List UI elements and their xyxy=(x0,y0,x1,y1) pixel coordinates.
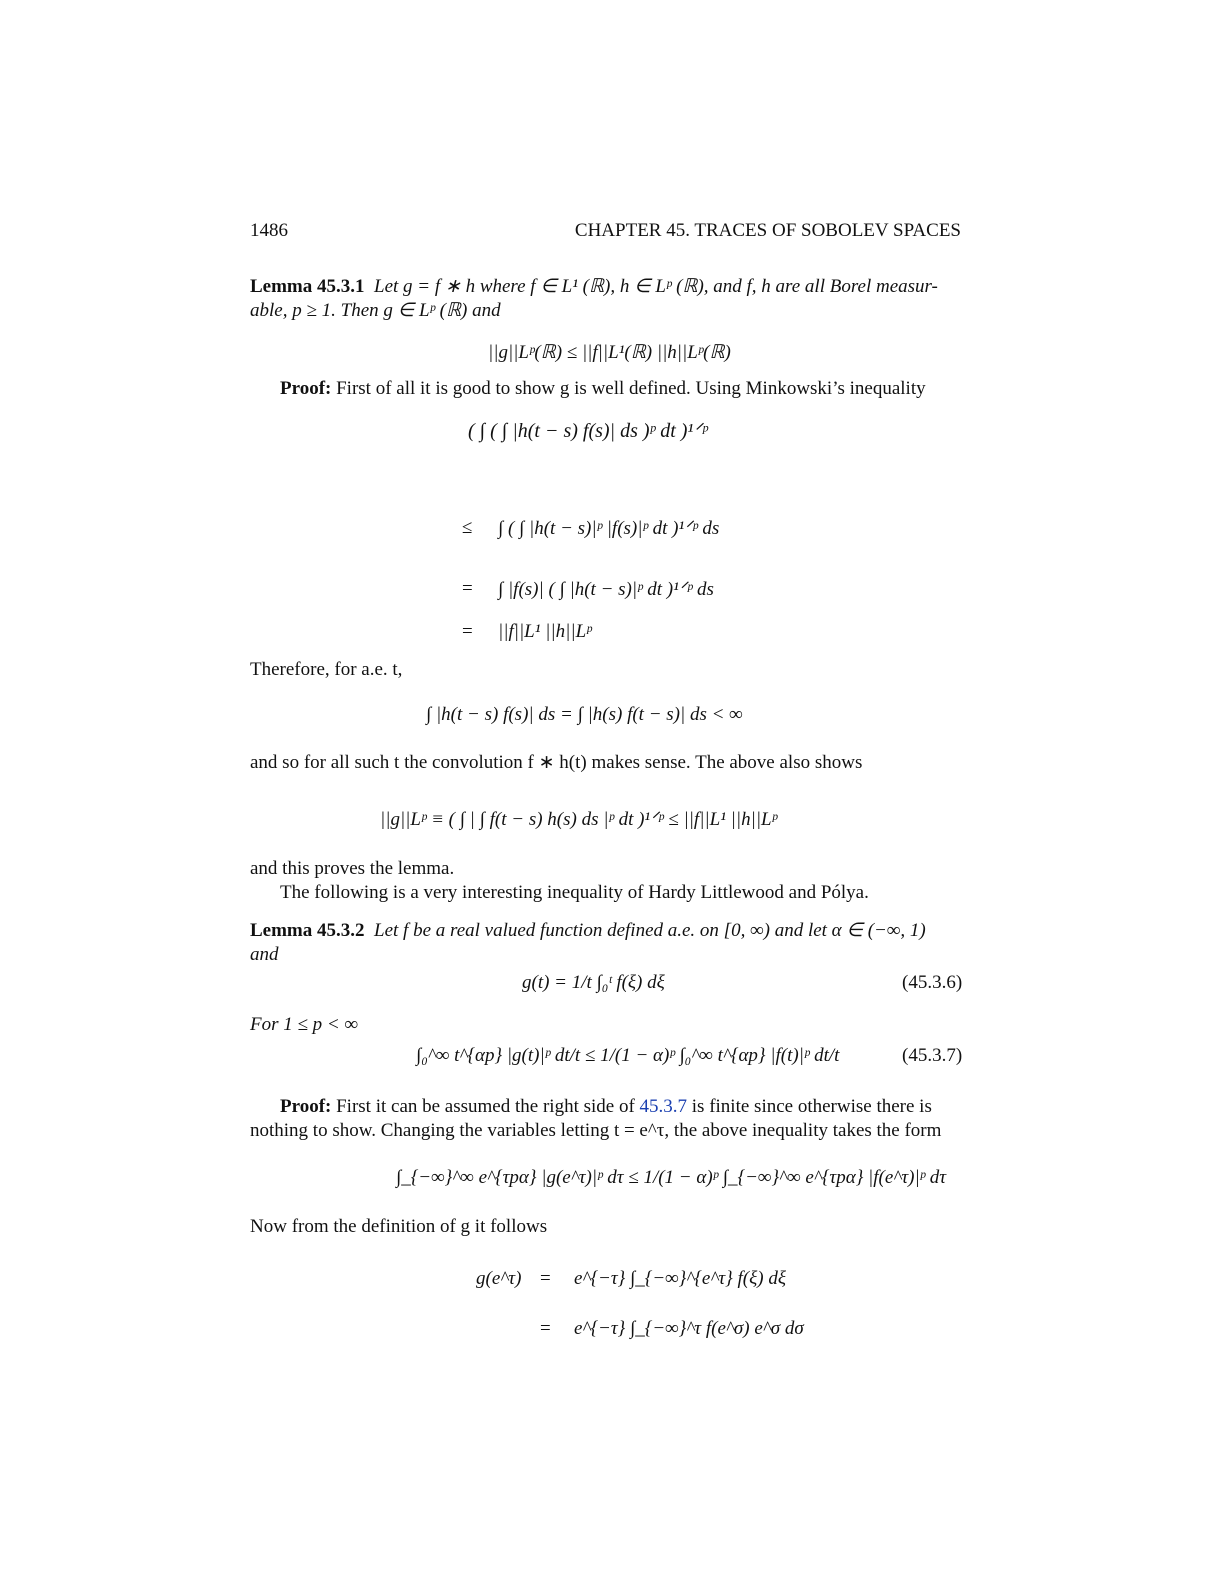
proof-text: First of all it is good to show g is well defined. Using Minkowski’s inequality xyxy=(336,378,926,399)
proof2-text-b: is finite since otherwise there is xyxy=(691,1096,932,1117)
proof2-text-a: First it can be assumed the right side of xyxy=(336,1096,635,1117)
lemma-label: Lemma 45.3.1 xyxy=(250,276,365,297)
chapter-title: CHAPTER 45. TRACES OF SOBOLEV SPACES xyxy=(574,220,961,241)
now-text: Now from the definition of g it follows xyxy=(250,1216,548,1237)
eq-rhs-2: e^{−τ} ∫_{−∞}^τ f(e^σ) e^σ dσ xyxy=(574,1318,804,1339)
proof2-line1 xyxy=(280,1095,932,1119)
eq-op-eq-1: = xyxy=(462,578,473,599)
eq-op-leq: ≤ xyxy=(462,517,473,538)
lemma-label: Lemma 45.3.2 xyxy=(250,920,365,941)
lemma-text-line1: Let f be a real valued function defined a.e. on [0, ∞) and let α ∈ (−∞, 1) xyxy=(374,920,926,941)
equation-number-45-3-6: (45.3.6) xyxy=(902,972,963,993)
proof-end-text: and this proves the lemma. xyxy=(250,858,455,879)
eq-op-2: = xyxy=(540,1318,551,1339)
g-definition-equation: g(t) = 1/t ∫₀ᵗ f(ξ) dξ xyxy=(522,972,665,993)
ae-equation: ∫ |h(t − s) f(s)| ds = ∫ |h(s) f(t − s)| ds < ∞ xyxy=(426,704,743,725)
for-p-text: For 1 ≤ p < ∞ xyxy=(250,1014,359,1035)
lemma-display-equation: ||g||Lᵖ(ℝ) ≤ ||f||L¹(ℝ) ||h||Lᵖ(ℝ) xyxy=(488,342,731,363)
lemma-text-line2: able, p ≥ 1. Then g ∈ Lᵖ (ℝ) and xyxy=(250,300,501,321)
proof-label: Proof: xyxy=(280,1096,332,1117)
lemma-45-3-2 xyxy=(250,919,926,943)
convolution-text: and so for all such t the convolution f ∗ h(t) makes sense. The above also shows xyxy=(250,752,863,773)
proof2-line2: nothing to show. Changing the variables letting t = e^τ, the above inequality takes the form xyxy=(250,1120,942,1141)
proof-label: Proof: xyxy=(280,378,332,399)
minkowski-equation: ( ∫ ( ∫ |h(t − s) f(s)| ds )ᵖ dt )¹ᐟᵖ xyxy=(468,420,708,442)
eq-row-3: ||f||L¹ ||h||Lᵖ xyxy=(498,621,592,642)
norm-equation: ||g||Lᵖ ≡ ( ∫ | ∫ f(t − s) h(s) ds |ᵖ dt )¹ᐟᵖ ≤ ||f||L¹ ||h||Lᵖ xyxy=(380,809,777,830)
eq-op-eq-2: = xyxy=(462,621,473,642)
tau-inequality: ∫_{−∞}^∞ e^{τpα} |g(e^τ)|ᵖ dτ ≤ 1/(1 − α)ᵖ ∫_{−∞}^∞ e^{τpα} |f(e^τ)|ᵖ dτ xyxy=(396,1167,947,1188)
equation-number-45-3-7: (45.3.7) xyxy=(902,1045,963,1066)
equation-reference-link[interactable]: 45.3.7 xyxy=(639,1096,688,1117)
lemma-text-line1: Let g = f ∗ h where f ∈ L¹ (ℝ), h ∈ Lᵖ (ℝ), and f, h are all Borel measur- xyxy=(374,276,938,297)
eq-row-1: ∫ ( ∫ |h(t − s)|ᵖ |f(s)|ᵖ dt )¹ᐟᵖ ds xyxy=(498,518,720,539)
proof-intro xyxy=(280,377,926,401)
hardy-intro-text: The following is a very interesting inequality of Hardy Littlewood and Pólya. xyxy=(280,882,869,903)
g-e-tau: g(e^τ) xyxy=(476,1268,522,1289)
lemma-45-3-1 xyxy=(250,275,938,299)
therefore-text: Therefore, for a.e. t, xyxy=(250,659,403,680)
hardy-inequality: ∫₀^∞ t^{αp} |g(t)|ᵖ dt/t ≤ 1/(1 − α)ᵖ ∫₀^∞ t^{αp} |f(t)|ᵖ dt/t xyxy=(416,1045,840,1066)
eq-row-2: ∫ |f(s)| ( ∫ |h(t − s)|ᵖ dt )¹ᐟᵖ ds xyxy=(498,579,714,600)
page-number: 1486 xyxy=(250,220,288,241)
eq-rhs-1: e^{−τ} ∫_{−∞}^{e^τ} f(ξ) dξ xyxy=(574,1268,786,1289)
lemma-text-line2: and xyxy=(250,944,279,965)
eq-op-1: = xyxy=(540,1268,551,1289)
